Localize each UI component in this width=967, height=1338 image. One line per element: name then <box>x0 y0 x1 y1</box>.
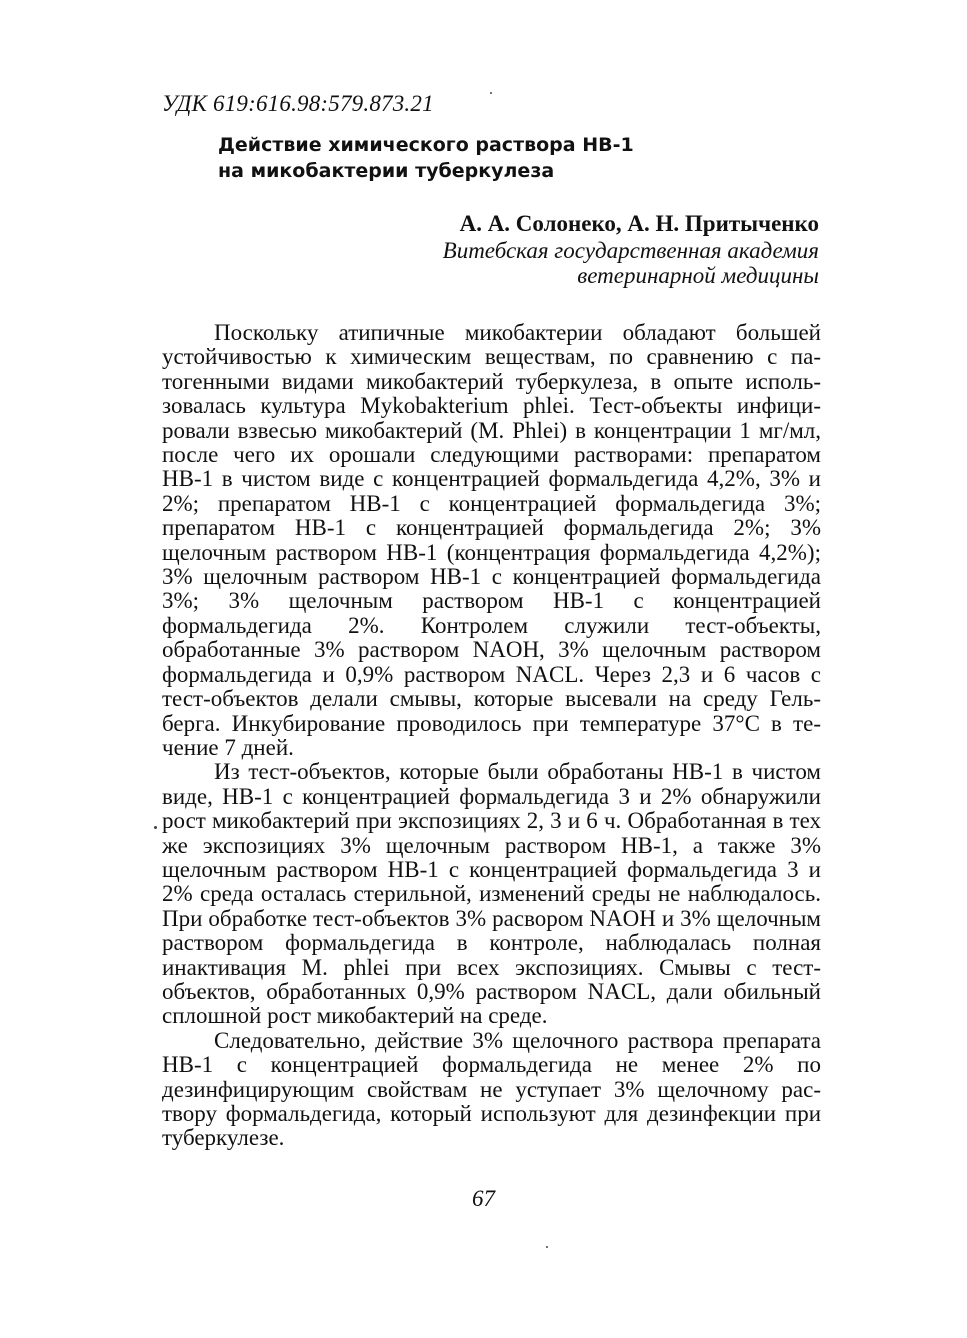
page-number: 67 <box>472 1186 495 1211</box>
scan-speck <box>546 1246 548 1248</box>
scan-speck <box>154 826 157 829</box>
title-line-2: на микобактерии туберкулеза <box>218 160 555 182</box>
scan-speck <box>490 92 492 94</box>
article-title <box>218 132 778 184</box>
article-body <box>162 321 821 1151</box>
affiliation-line-2: ветеринарной медицины <box>577 263 819 288</box>
authors: А. А. Солонеко, А. Н. Притыченко <box>459 211 819 236</box>
affiliation-line-1: Витебская государственная академия <box>442 238 819 263</box>
paragraph-2: Из тест-объектов, которые были обработаны НВ-1 в чистом виде, НВ-1 с концентрацией формальдегида 3 и 2% обнаружили рост микобактерий при экспозициях 2, 3 и 6 ч. Обработанная в тех же экспозициях 3% щелочным раствором НВ-1, а также 3% щелочным раствором НВ-1 с концентрацией формальдегида 3 и 2% среда осталась стерильной, изменений среды не наблюдалось. При обработке тест-объектов 3% расвором NAOH и 3% щелочным раствором формальдегида в контроле, наблюдалась полная инактивация M. phlei при всех экспозициях. Смывы с тест-объектов, обработанных 0,9% раствором NACL, дали обильный сплошной рост микобактерий на среде. <box>162 759 821 1029</box>
paragraph-1: Поскольку атипичные микобактерии обладают большей устойчивостью к химическим веществам, по сравнению с патогенными видами микобактерий туберкулеза, в опыте использовалась культура Mykobakterium phlei. Тест-объекты инфицировали взвесью микобактерий (M. Phlei) в концентрации 1 мг/мл, после чего их орошали следующими растворами: препаратом НВ-1 в чистом виде с концентрацией формальдегида 4,2%, 3% и 2%; препаратом НВ-1 с концентрацией формальдегида 3%; препаратом НВ-1 с концентрацией формальдегида 2%; 3% щелочным раствором НВ-1 (концентрация формальдегида 4,2%); 3% щелочным раствором НВ-1 с концентрацией формальдегида 3%; 3% щелочным раствором НВ-1 с концентрацией формальдегида 2%. Контролем служили тест-объекты, обработанные 3% раствором NAOH, 3% щелочным раствором формальдегида и 0,9% раствором NACL. Через 2,3 и 6 часов с тест-объектов делали смывы, которые высевали на среду Гельберга. Инкубирование проводилось при температуре 37°С в течение 7 дней. <box>162 320 821 760</box>
title-line-1: Действие химического раствора НВ-1 <box>218 134 634 156</box>
paragraph-3: Следовательно, действие 3% щелочного раствора препарата НВ-1 с концентрацией формальдегида не менее 2% по дезинфицирующим свойствам не уступает 3% щелочному раствору формальдегида, который используют для дезинфекции при туберкулезе. <box>162 1027 821 1151</box>
udk-code: УДК 619:616.98:579.873.21 <box>162 91 434 116</box>
affiliation <box>359 238 819 288</box>
